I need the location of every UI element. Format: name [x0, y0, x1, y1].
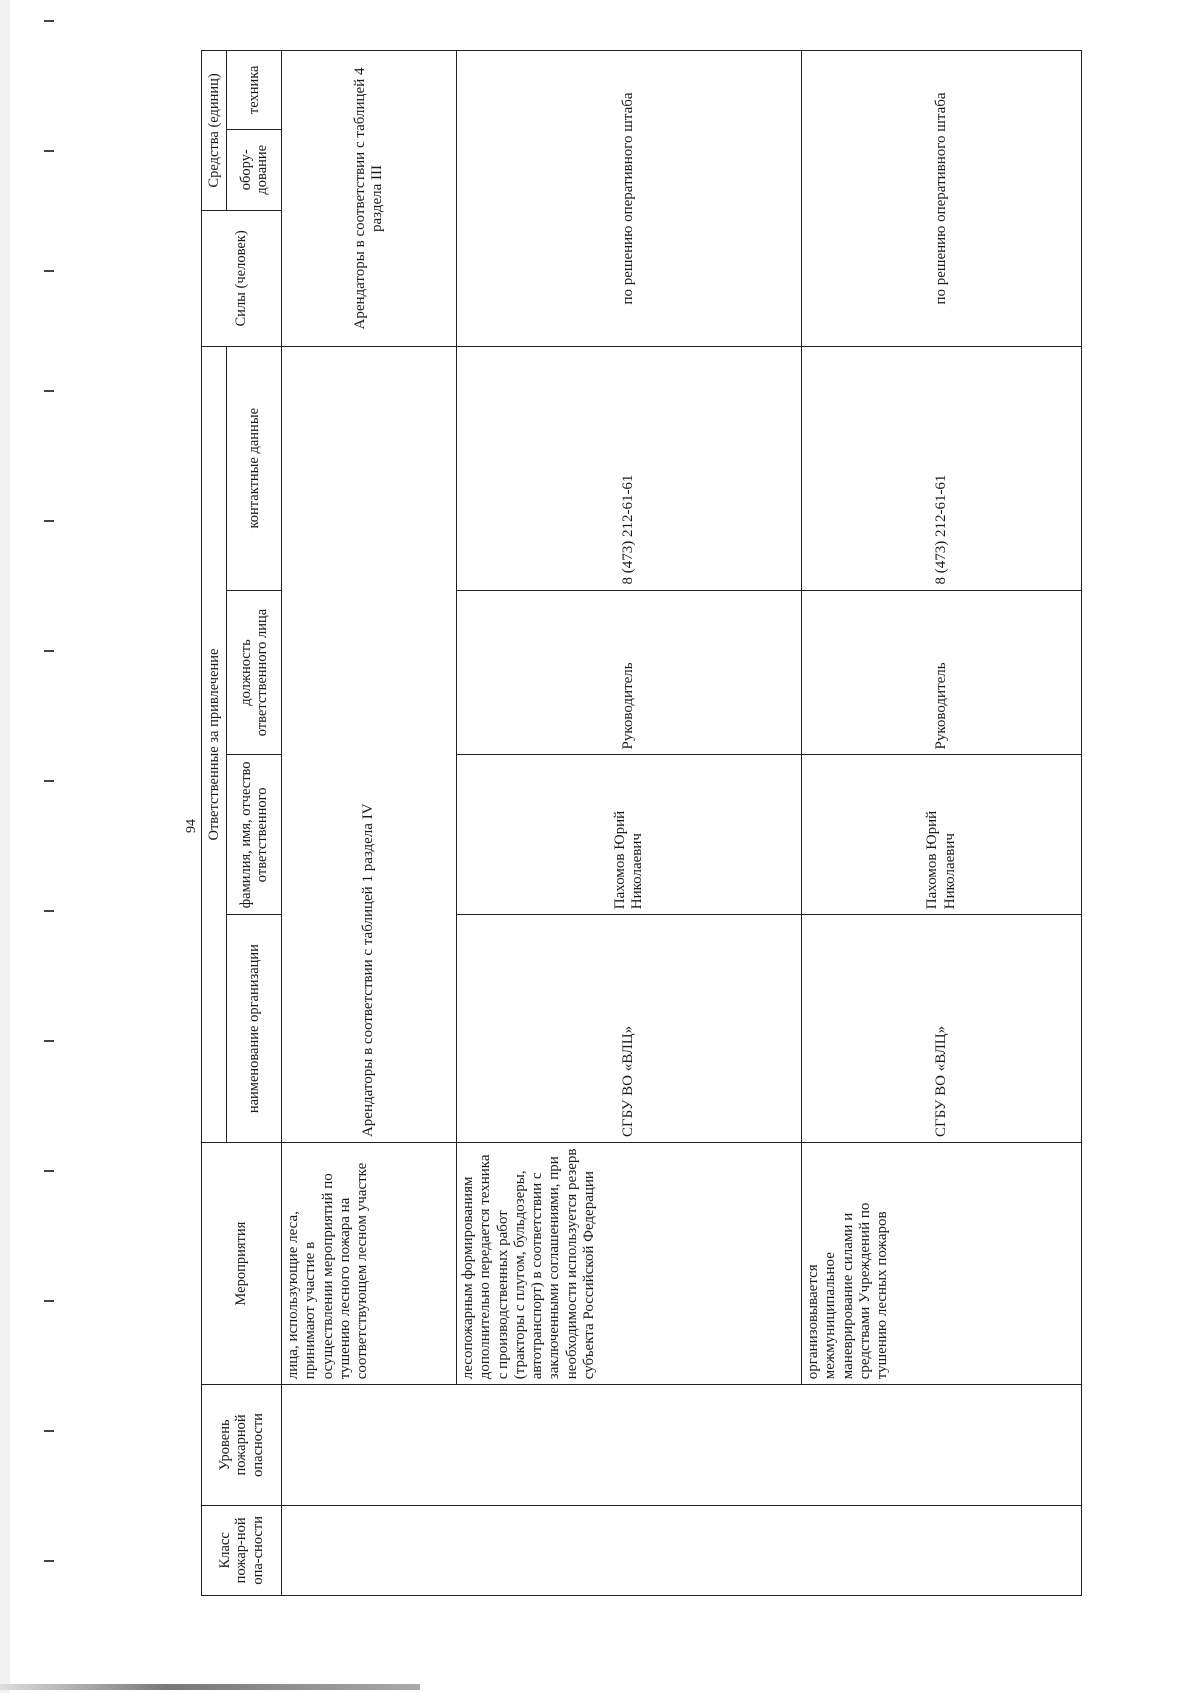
header-organization: наименование организации — [227, 915, 282, 1143]
cell-forces-means-merged: Арендаторы в соответствии с таблицей 4 раздела III — [282, 51, 457, 347]
header-fire-class: Класс пожар-ной опа-сности — [202, 1505, 282, 1595]
margin-tick — [44, 150, 54, 152]
table-row — [282, 51, 457, 1596]
margin-tick — [44, 390, 54, 392]
cell-fire-level — [282, 1385, 1082, 1505]
scan-edge — [0, 0, 10, 1693]
margin-tick — [44, 520, 54, 522]
header-means: Средства (единиц) — [202, 51, 227, 211]
cell-organization: СГБУ ВО «ВЛЦ» — [457, 915, 802, 1143]
margin-tick — [44, 650, 54, 652]
header-fire-level: Уровень пожарной опасности — [202, 1385, 282, 1505]
margin-tick — [44, 1170, 54, 1172]
cell-measure: лица, использующие леса, принимают участие в осуществлении мероприятий по тушению лесного пожара на соответствующем лесном участке — [282, 1143, 457, 1385]
cell-responsible-merged: Арендаторы в соответствии с таблицей 1 раздела IV — [282, 346, 457, 1142]
scan-bottom-edge — [0, 1684, 420, 1690]
margin-tick — [44, 1300, 54, 1302]
cell-organization: СГБУ ВО «ВЛЦ» — [802, 915, 1082, 1143]
cell-measure: организовывается межмуниципальное маневрирование силами и средствами Учреждений по тушению лесных пожаров — [802, 1143, 1082, 1385]
table-row — [802, 51, 1082, 1596]
margin-tick — [44, 910, 54, 912]
cell-full-name: Пахомов Юрий Николаевич — [802, 755, 1082, 915]
cell-position: Руководитель — [457, 590, 802, 755]
header-contacts: контактные данные — [227, 346, 282, 590]
header-position: должность ответственного лица — [227, 590, 282, 755]
cell-contacts: 8 (473) 212-61-61 — [802, 346, 1082, 590]
margin-tick — [44, 1560, 54, 1562]
margin-tick — [44, 1040, 54, 1042]
header-responsible: Ответственные за привлечение — [202, 346, 227, 1142]
fire-measures-table — [201, 50, 1082, 1596]
header-full-name: фамилия, имя, отчество ответственного — [227, 755, 282, 915]
cell-forces-means-merged: по решению оперативного штаба — [457, 51, 802, 347]
cell-fire-class — [282, 1505, 1082, 1595]
cell-contacts: 8 (473) 212-61-61 — [457, 346, 802, 590]
header-machinery: техника — [227, 51, 282, 130]
header-forces: Силы (человек) — [202, 210, 282, 346]
table-wrapper — [201, 50, 1081, 1596]
header-measures: Мероприятия — [202, 1143, 282, 1385]
table-row — [457, 51, 802, 1596]
header-equipment: обору-дование — [227, 129, 282, 210]
margin-tick — [44, 270, 54, 272]
margin-tick — [44, 1430, 54, 1432]
margin-tick — [44, 780, 54, 782]
cell-position: Руководитель — [802, 590, 1082, 755]
cell-full-name: Пахомов Юрий Николаевич — [457, 755, 802, 915]
cell-measure: лесопожарным формированиям дополнительно передается техника с производственных работ (тракторы с плугом, бульдозеры, автотранспорт) в соответствии с заключенными соглашениями, при необходимости используется резерв субъекта Российской Федерации — [457, 1143, 802, 1385]
margin-tick — [44, 20, 54, 22]
cell-forces-means-merged: по решению оперативного штаба — [802, 51, 1082, 347]
page-number: 94 — [184, 819, 199, 833]
